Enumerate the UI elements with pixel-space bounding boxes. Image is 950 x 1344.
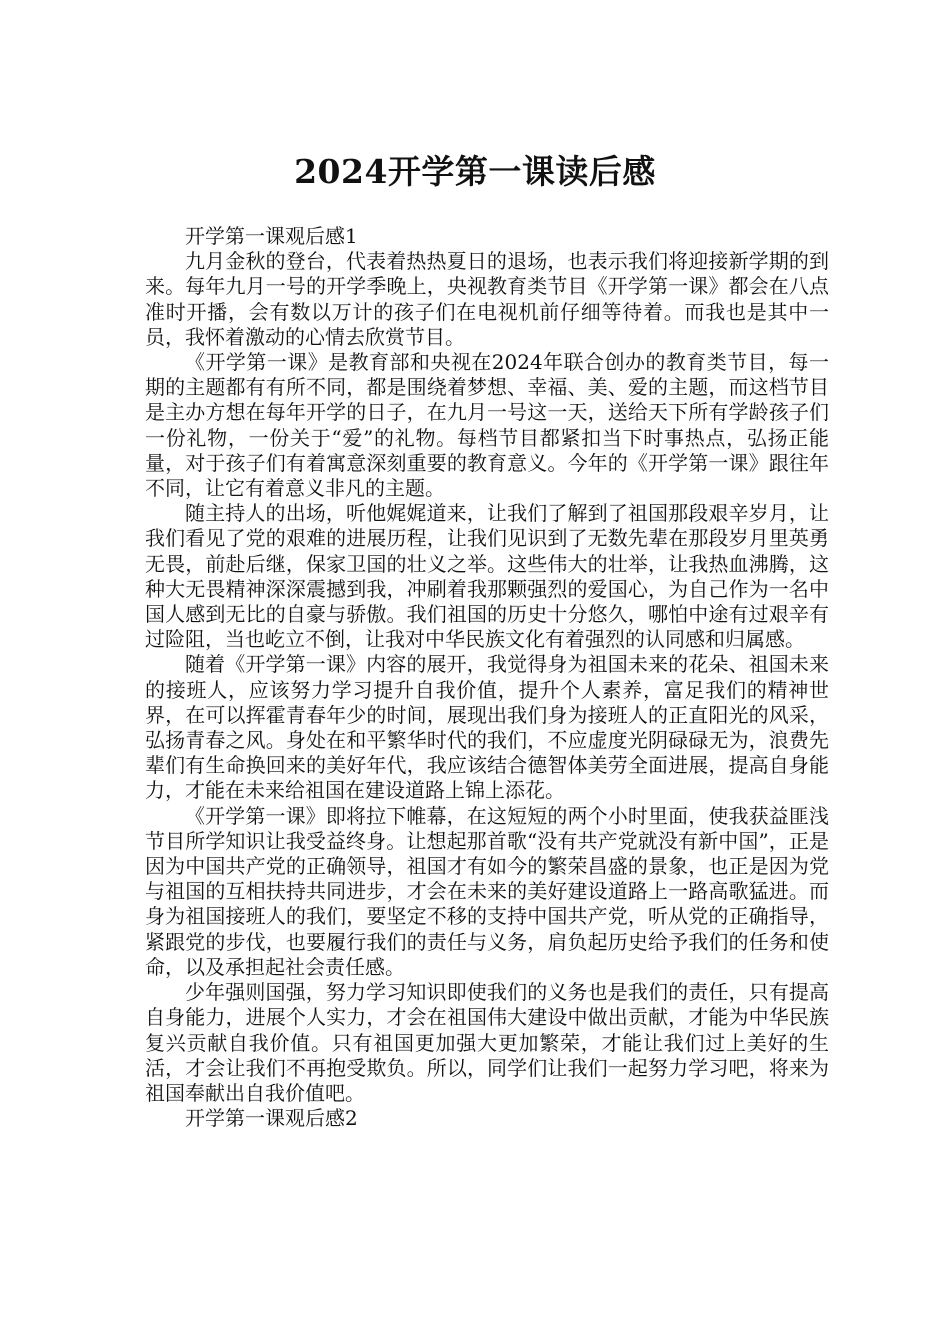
section-heading-2: 开学第一课观后感2 — [185, 1106, 358, 1131]
document-body — [145, 224, 829, 1131]
paragraph: 《开学第一课》即将拉下帷幕，在这短短的两个小时里面，使我获益匪浅节目所学知识让我受益终身。让想起那首歌“没有共产党就没有新中国”，正是因为中国共产党的正确领导，祖国才有如今的繁荣昌盛的景象，也正是因为党与祖国的互相扶持共同进步，才会在未来的美好建设道路上一路高歌猛进。而身为祖国接班人的我们，要坚定不移的支持中国共产党，听从党的正确指导，紧跟党的步伐，也要履行我们的责任与义务，肩负起历史给予我们的任务和使命，以及承担起社会责任感。 — [145, 803, 829, 979]
paragraph: 随主持人的出场，听他娓娓道来，让我们了解到了祖国那段艰辛岁月，让我们看见了党的艰难的进展历程，让我们见识到了无数先辈在那段岁月里英勇无畏，前赴后继，保家卫国的壮义之举。这些伟大的壮举，让我热血沸腾，这种大无畏精神深深震撼到我，冲刷着我那颗强烈的爱国心，为自己作为一名中国人感到无比的自豪与骄傲。我们祖国的历史十分悠久，哪怕中途有过艰辛有过险阻，当也屹立不倒，让我对中华民族文化有着强烈的认同感和归属感。 — [145, 501, 829, 652]
document-title: 2024开学第一课读后感 — [294, 152, 656, 192]
section-heading-1: 开学第一课观后感1 — [185, 224, 358, 248]
paragraph: 九月金秋的登台，代表着热热夏日的退场，也表示我们将迎接新学期的到来。每年九月一号的开学季晚上，央视教育类节目《开学第一课》都会在八点准时开播，会有数以万计的孩子们在电视机前仔细等待着。而我也是其中一员，我怀着激动的心情去欣赏节目。 — [145, 249, 829, 349]
paragraph: 随着《开学第一课》内容的展开，我觉得身为祖国未来的花朵、祖国未来的接班人，应该努力学习提升自我价值，提升个人素养，富足我们的精神世界，在可以挥霍青春年少的时间，展现出我们身为接班人的正直阳光的风采，弘扬青春之风。身处在和平繁华时代的我们，不应虚度光阴碌碌无为，浪费先辈们有生命换回来的美好年代，我应该结合德智体美劳全面进展，提高自身能力，才能在未来给祖国在建设道路上锦上添花。 — [145, 652, 829, 803]
paragraph: 少年强则国强，努力学习知识即使我们的义务也是我们的责任，只有提高自身能力，进展个人实力，才会在祖国伟大建设中做出贡献，才能为中华民族复兴贡献自我价值。只有祖国更加强大更加繁荣，才能让我们过上美好的生活，才会让我们不再抱受欺负。所以，同学们让我们一起努力学习吧，将来为祖国奉献出自我价值吧。 — [145, 980, 829, 1105]
paragraph: 《开学第一课》是教育部和央视在2024年联合创办的教育类节目，每一期的主题都有有所不同，都是围绕着梦想、幸福、美、爱的主题，而这档节目是主办方想在每年开学的日子，在九月一号这一天，送给天下所有学龄孩子们一份礼物，一份关于“爱”的礼物。每档节目都紧扣当下时事热点，弘扬正能量，对于孩子们有着寓意深刻重要的教育意义。今年的《开学第一课》跟往年不同，让它有着意义非凡的主题。 — [145, 350, 829, 501]
